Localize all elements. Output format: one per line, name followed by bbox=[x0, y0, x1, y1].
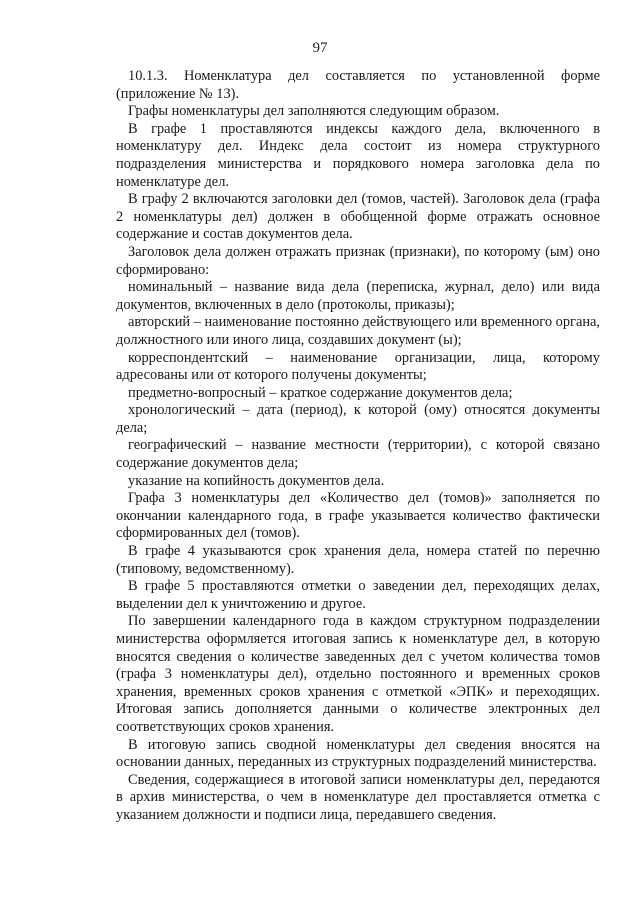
paragraph: хронологический – дата (период), к которой (ому) относятся документы дела; bbox=[116, 402, 600, 436]
paragraph: Графы номенклатуры дел заполняются следующим образом. bbox=[128, 103, 500, 120]
page-number: 97 bbox=[312, 40, 328, 56]
paragraph: Сведения, содержащиеся в итоговой записи номенклатуры дел, передаются в архив министерства, о чем в номенклатуре дел проставляется отметка с указанием должности и подписи лица, передавшего сведения. bbox=[116, 771, 600, 823]
paragraph: В графе 4 указываются срок хранения дела, номера статей по перечню (типовому, ведомственному). bbox=[116, 543, 600, 577]
paragraph: По завершении календарного года в каждом структурном подразделении министерства оформляется итоговая запись к номенклатуре дел, в которую вносятся сведения о количестве заведенных дел с учетом количества томов (графа 3 номенклатуры дел), отдельно постоянного и временных сроков хранения, временных сроков хранения с отметкой «ЭПК» и переходящих. Итоговая запись дополняется данными о количестве электронных дел соответствующих сроков хранения. bbox=[116, 613, 600, 735]
paragraph: географический – название местности (территории), с которой связано содержание документов дела; bbox=[116, 437, 600, 472]
paragraph: номинальный – название вида дела (переписка, журнал, дело) или вида документов, включенных в дело (протоколы, приказы); bbox=[116, 279, 600, 313]
paragraph: В графе 5 проставляются отметки о заведении дел, переходящих делах, выделении дел к уничтожению и другое. bbox=[116, 578, 600, 612]
paragraph: корреспондентский – наименование организации, лица, которому адресованы или от которого получены документы; bbox=[116, 349, 600, 384]
paragraph: В итоговую запись сводной номенклатуры дел сведения вносятся на основании данных, переданных из структурных подразделений министерства. bbox=[116, 736, 600, 771]
paragraph: В графе 1 проставляются индексы каждого дела, включенного в номенклатуру дел. Индекс дела состоит из номера структурного подразделения министерства и порядкового номера заголовка дела по номенклатуре дел. bbox=[116, 120, 600, 190]
document-body bbox=[116, 68, 600, 825]
paragraph: авторский – наименование постоянно действующего или временного органа, должностного или иного лица, создавших документ (ы); bbox=[116, 314, 601, 348]
paragraph: указание на копийность документов дела. bbox=[128, 472, 385, 489]
paragraph-section-heading: 10.1.3. Номенклатура дел составляется по установленной форме (приложение № 13). bbox=[116, 68, 600, 102]
paragraph: Заголовок дела должен отражать признак (признаки), по которому (ым) оно сформировано: bbox=[116, 243, 600, 278]
paragraph: Графа 3 номенклатуры дел «Количество дел (томов)» заполняется по окончании календарного года, в графе указывается количество фактически сформированных дел (томов). bbox=[116, 490, 600, 542]
paragraph: предметно-вопросный – краткое содержание документов дела; bbox=[128, 384, 513, 401]
paragraph: В графу 2 включаются заголовки дел (томов, частей). Заголовок дела (графа 2 номенклатуры дел) должен в обобщенной форме отражать основное содержание и состав документов дела. bbox=[116, 191, 600, 243]
